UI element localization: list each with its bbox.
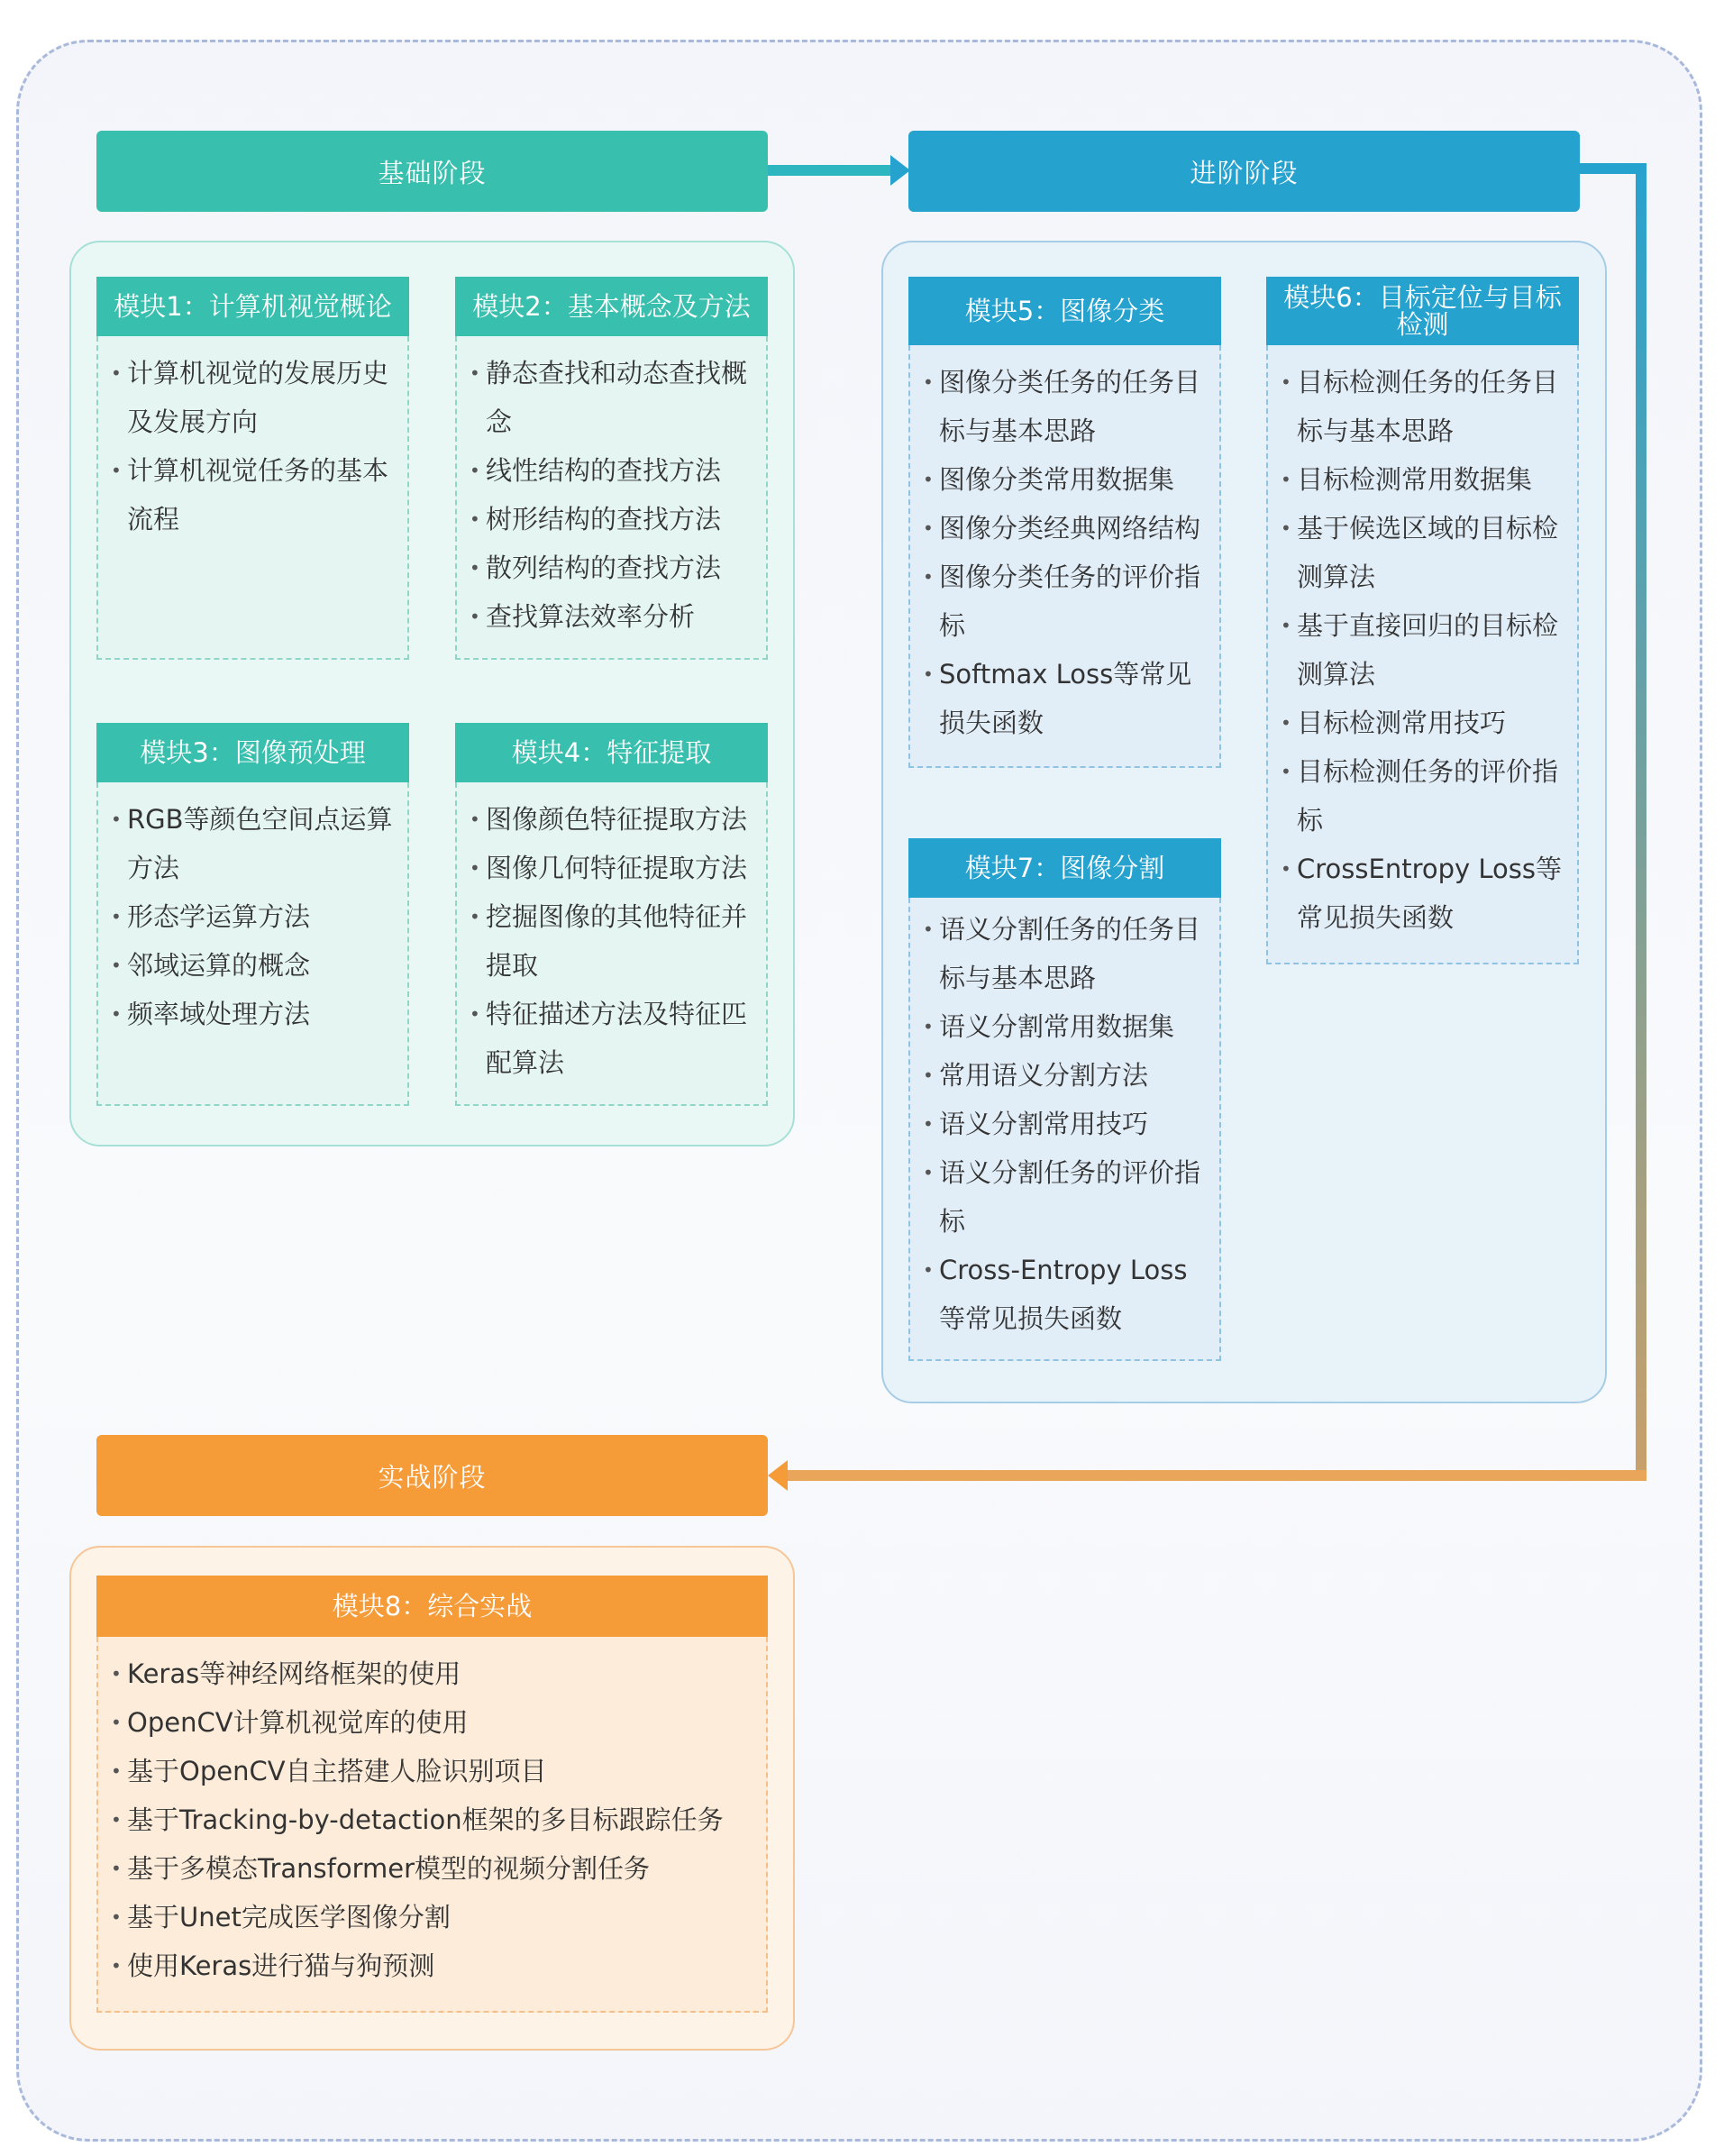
module-8: [96, 1576, 768, 2013]
module-2-body: [455, 336, 768, 660]
list-item: • 计算机视觉任务的基本流程: [111, 446, 400, 544]
list-item: • 查找算法效率分析: [470, 592, 759, 641]
module-3: [96, 723, 409, 1106]
list-item: • 图像几何特征提取方法: [470, 844, 759, 892]
list-item: • 基于候选区域的目标检测算法: [1281, 504, 1570, 601]
stage-advanced: 进阶阶段: [908, 131, 1580, 212]
list-item: • 语义分割任务的任务目标与基本思路: [923, 905, 1212, 1002]
list-item: • 语义分割常用数据集: [923, 1002, 1212, 1051]
module-2: [455, 277, 768, 660]
list-item: • 图像分类任务的评价指标: [923, 553, 1212, 650]
list-item: • 挖掘图像的其他特征并提取: [470, 892, 759, 990]
list-item: • 语义分割常用技巧: [923, 1100, 1212, 1148]
module-5: [908, 277, 1221, 768]
list-item: • 散列结构的查找方法: [470, 544, 759, 592]
list-item: • 图像分类任务的任务目标与基本思路: [923, 358, 1212, 455]
module-7-body: [908, 898, 1221, 1361]
module-7-title: 模块7：图像分割: [908, 838, 1221, 898]
list-item: • CrossEntropy Loss等常见损失函数: [1281, 845, 1570, 942]
module-1-title: 模块1：计算机视觉概论: [96, 277, 409, 336]
list-item: • 目标检测任务的评价指标: [1281, 747, 1570, 845]
list-item: • OpenCV计算机视觉库的使用: [111, 1698, 759, 1747]
list-item: • Keras等神经网络框架的使用: [111, 1649, 759, 1698]
list-item: • 邻域运算的概念: [111, 941, 400, 990]
module-6-body: [1266, 345, 1579, 964]
module-6-title: 模块6：目标定位与目标检测: [1266, 277, 1579, 345]
module-5-body: [908, 345, 1221, 768]
list-item: • 图像分类常用数据集: [923, 455, 1212, 504]
list-item: • 常用语义分割方法: [923, 1051, 1212, 1100]
module-3-body: [96, 782, 409, 1106]
list-item: • 特征描述方法及特征匹配算法: [470, 990, 759, 1087]
module-3-title: 模块3：图像预处理: [96, 723, 409, 782]
list-item: • 静态查找和动态查找概念: [470, 349, 759, 446]
list-item: • 基于多模态Transformer模型的视频分割任务: [111, 1844, 759, 1893]
stage-practice: 实战阶段: [96, 1435, 768, 1516]
list-item: • RGB等颜色空间点运算方法: [111, 795, 400, 892]
list-item: • Softmax Loss等常见损失函数: [923, 650, 1212, 747]
list-item: • 基于OpenCV自主搭建人脸识别项目: [111, 1747, 759, 1795]
stage-basic: 基础阶段: [96, 131, 768, 212]
list-item: • 图像颜色特征提取方法: [470, 795, 759, 844]
module-8-body: [96, 1637, 768, 2013]
list-item: • 语义分割任务的评价指标: [923, 1148, 1212, 1246]
list-item: • 频率域处理方法: [111, 990, 400, 1038]
list-item: • 形态学运算方法: [111, 892, 400, 941]
list-item: • 基于直接回归的目标检测算法: [1281, 601, 1570, 699]
list-item: • 计算机视觉的发展历史及发展方向: [111, 349, 400, 446]
module-4-title: 模块4：特征提取: [455, 723, 768, 782]
module-5-title: 模块5：图像分类: [908, 277, 1221, 345]
module-6: [1266, 277, 1579, 964]
module-4: [455, 723, 768, 1106]
module-7: [908, 838, 1221, 1361]
list-item: • 目标检测常用技巧: [1281, 699, 1570, 747]
module-8-title: 模块8：综合实战: [96, 1576, 768, 1637]
module-1-body: [96, 336, 409, 660]
list-item: • 线性结构的查找方法: [470, 446, 759, 495]
list-item: • Cross-Entropy Loss等常见损失函数: [923, 1246, 1212, 1343]
list-item: • 图像分类经典网络结构: [923, 504, 1212, 553]
list-item: • 基于Tracking-by-detaction框架的多目标跟踪任务: [111, 1795, 759, 1844]
list-item: • 基于Unet完成医学图像分割: [111, 1893, 759, 1941]
list-item: • 目标检测任务的任务目标与基本思路: [1281, 358, 1570, 455]
list-item: • 树形结构的查找方法: [470, 495, 759, 544]
arrow-basic-to-advanced: [768, 155, 910, 186]
module-1: [96, 277, 409, 660]
list-item: • 目标检测常用数据集: [1281, 455, 1570, 504]
list-item: • 使用Keras进行猫与狗预测: [111, 1941, 759, 1990]
module-4-body: [455, 782, 768, 1106]
module-2-title: 模块2：基本概念及方法: [455, 277, 768, 336]
